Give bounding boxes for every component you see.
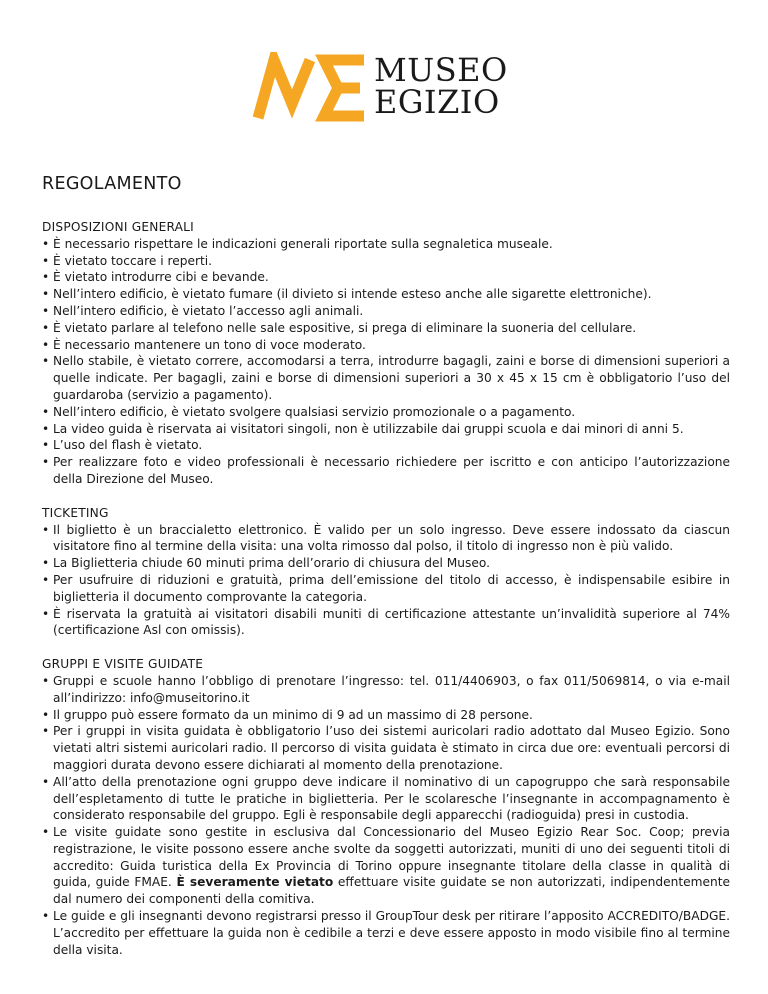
list-item: • Gruppi e scuole hanno l’obbligo di prenotare l’ingresso: tel. 011/4406903, o fax 011/5069814, o via e-mail all’indirizzo: info@museitorino.it <box>42 673 730 707</box>
list-item: • Per usufruire di riduzioni e gratuità, prima dell’emissione del titolo di accesso, è indispensabile esibire in biglietteria il documento comprovante la categoria. <box>42 572 730 606</box>
list-item: • Nell’intero edificio, è vietato svolgere qualsiasi servizio promozionale o a pagamento. <box>42 404 730 421</box>
regulation-content <box>42 219 730 975</box>
list-item: • Nell’intero edificio, è vietato fumare (il divieto si intende esteso anche alle sigarette elettroniche). <box>42 286 730 303</box>
list-item: • È vietato introdurre cibi e bevande. <box>42 269 730 286</box>
list-item: • È vietato toccare i reperti. <box>42 253 730 270</box>
list-item: • Il gruppo può essere formato da un minimo di 9 ad un massimo di 28 persone. <box>42 707 730 724</box>
section-title: DISPOSIZIONI GENERALI <box>42 220 194 234</box>
list-item: • Per i gruppi in visita guidata è obbligatorio l’uso dei sistemi auricolari radio adottato dal Museo Egizio. Sono vietati altri sistemi auricolari radio. Il percorso di visita guidata è stimato in circa due ore: eventuali percorsi di maggiori durata devono essere dichiarati al momento della prenotazione. <box>42 723 730 773</box>
list-item: • La Biglietteria chiude 60 minuti prima dell’orario di chiusura del Museo. <box>42 555 730 572</box>
section-title: GRUPPI E VISITE GUIDATE <box>42 657 204 672</box>
list-item: • La video guida è riservata ai visitatori singoli, non è utilizzabile dai gruppi scuola e dai minori di anni 5. <box>42 421 730 438</box>
list-item: • All’atto della prenotazione ogni gruppo deve indicare il nominativo di un capogruppo che sarà responsabile dell’espletamento di tutte le pratiche in biglietteria. Per le scolaresche l’insegnante in accompagnamento è considerato responsabile del gruppo. Egli è responsabile degli apparecchi (radioguida) presi in custodia. <box>42 774 730 824</box>
list-item-text: effettuare visite guidate se non autorizzati, indipendentemente dal numero dei componenti della comitiva. <box>53 875 730 907</box>
list-item: • Nello stabile, è vietato correre, accomodarsi a terra, introdurre bagagli, zaini e borse di dimensioni superiori a quelle indicate. Per bagagli, zaini e borse di dimensioni superiori a 30 x 45 x 15 cm è obbligatorio l’uso del guardaroba (servizio a pagamento). <box>42 353 730 403</box>
list-item-text: Le visite guidate sono gestite in esclusiva dal Concessionario del Museo Egizio Rear Soc. Coop; previa registrazione, le visite possono essere anche svolte da soggetti autorizzati, muniti di uno dei seguenti titoli di accredito: Guida turistica della Ex Provincia di Torino oppure insegnante titolare della classe in qualità di guida, guide FMAE. <box>53 825 730 890</box>
list-item: • È vietato parlare al telefono nelle sale espositive, si prega di eliminare la suoneria del cellulare. <box>42 320 730 337</box>
page-title: REGOLAMENTO <box>42 174 182 194</box>
list-item: • Nell’intero edificio, è vietato l’accesso agli animali. <box>42 303 730 320</box>
museo-egizio-logo <box>252 52 522 124</box>
list-item: • Per realizzare foto e video professionali è necessario richiedere per iscritto e con anticipo l’autorizzazione della Direzione del Museo. <box>42 454 730 488</box>
list-item: • È necessario mantenere un tono di voce moderato. <box>42 337 730 354</box>
museo-egizio-logo-mark-icon <box>252 52 368 124</box>
section-groups <box>42 656 730 958</box>
list-item: • Il biglietto è un braccialetto elettronico. È valido per un solo ingresso. Deve essere indossato da ciascun visitatore fino al termine della visita: una volta rimosso dal polso, il titolo di ingresso non è più valido. <box>42 522 730 556</box>
list-item: • L’uso del flash è vietato. <box>42 437 730 454</box>
list-item: • È riservata la gratuità ai visitatori disabili muniti di certificazione attestante un’invalidità superiore al 74% (certificazione Asl con omissis). <box>42 606 730 640</box>
section-general <box>42 219 730 488</box>
list-item <box>42 824 730 908</box>
section-ticketing <box>42 505 730 639</box>
logo-line-1: MUSEO <box>374 51 508 89</box>
list-item: • Le guide e gli insegnanti devono registrarsi presso il GroupTour desk per ritirare l’apposito ACCREDITO/BADGE. L’accredito per effettuare la guida non è cedibile a terzi e deve essere apposto in modo visibile fino al termine della visita. <box>42 908 730 958</box>
logo-line-2: EGIZIO <box>374 83 500 121</box>
section-title: TICKETING <box>42 505 109 520</box>
emphasis-text: È severamente vietato <box>176 875 334 890</box>
list-item: • È necessario rispettare le indicazioni generali riportate sulla segnaletica museale. <box>42 236 730 253</box>
